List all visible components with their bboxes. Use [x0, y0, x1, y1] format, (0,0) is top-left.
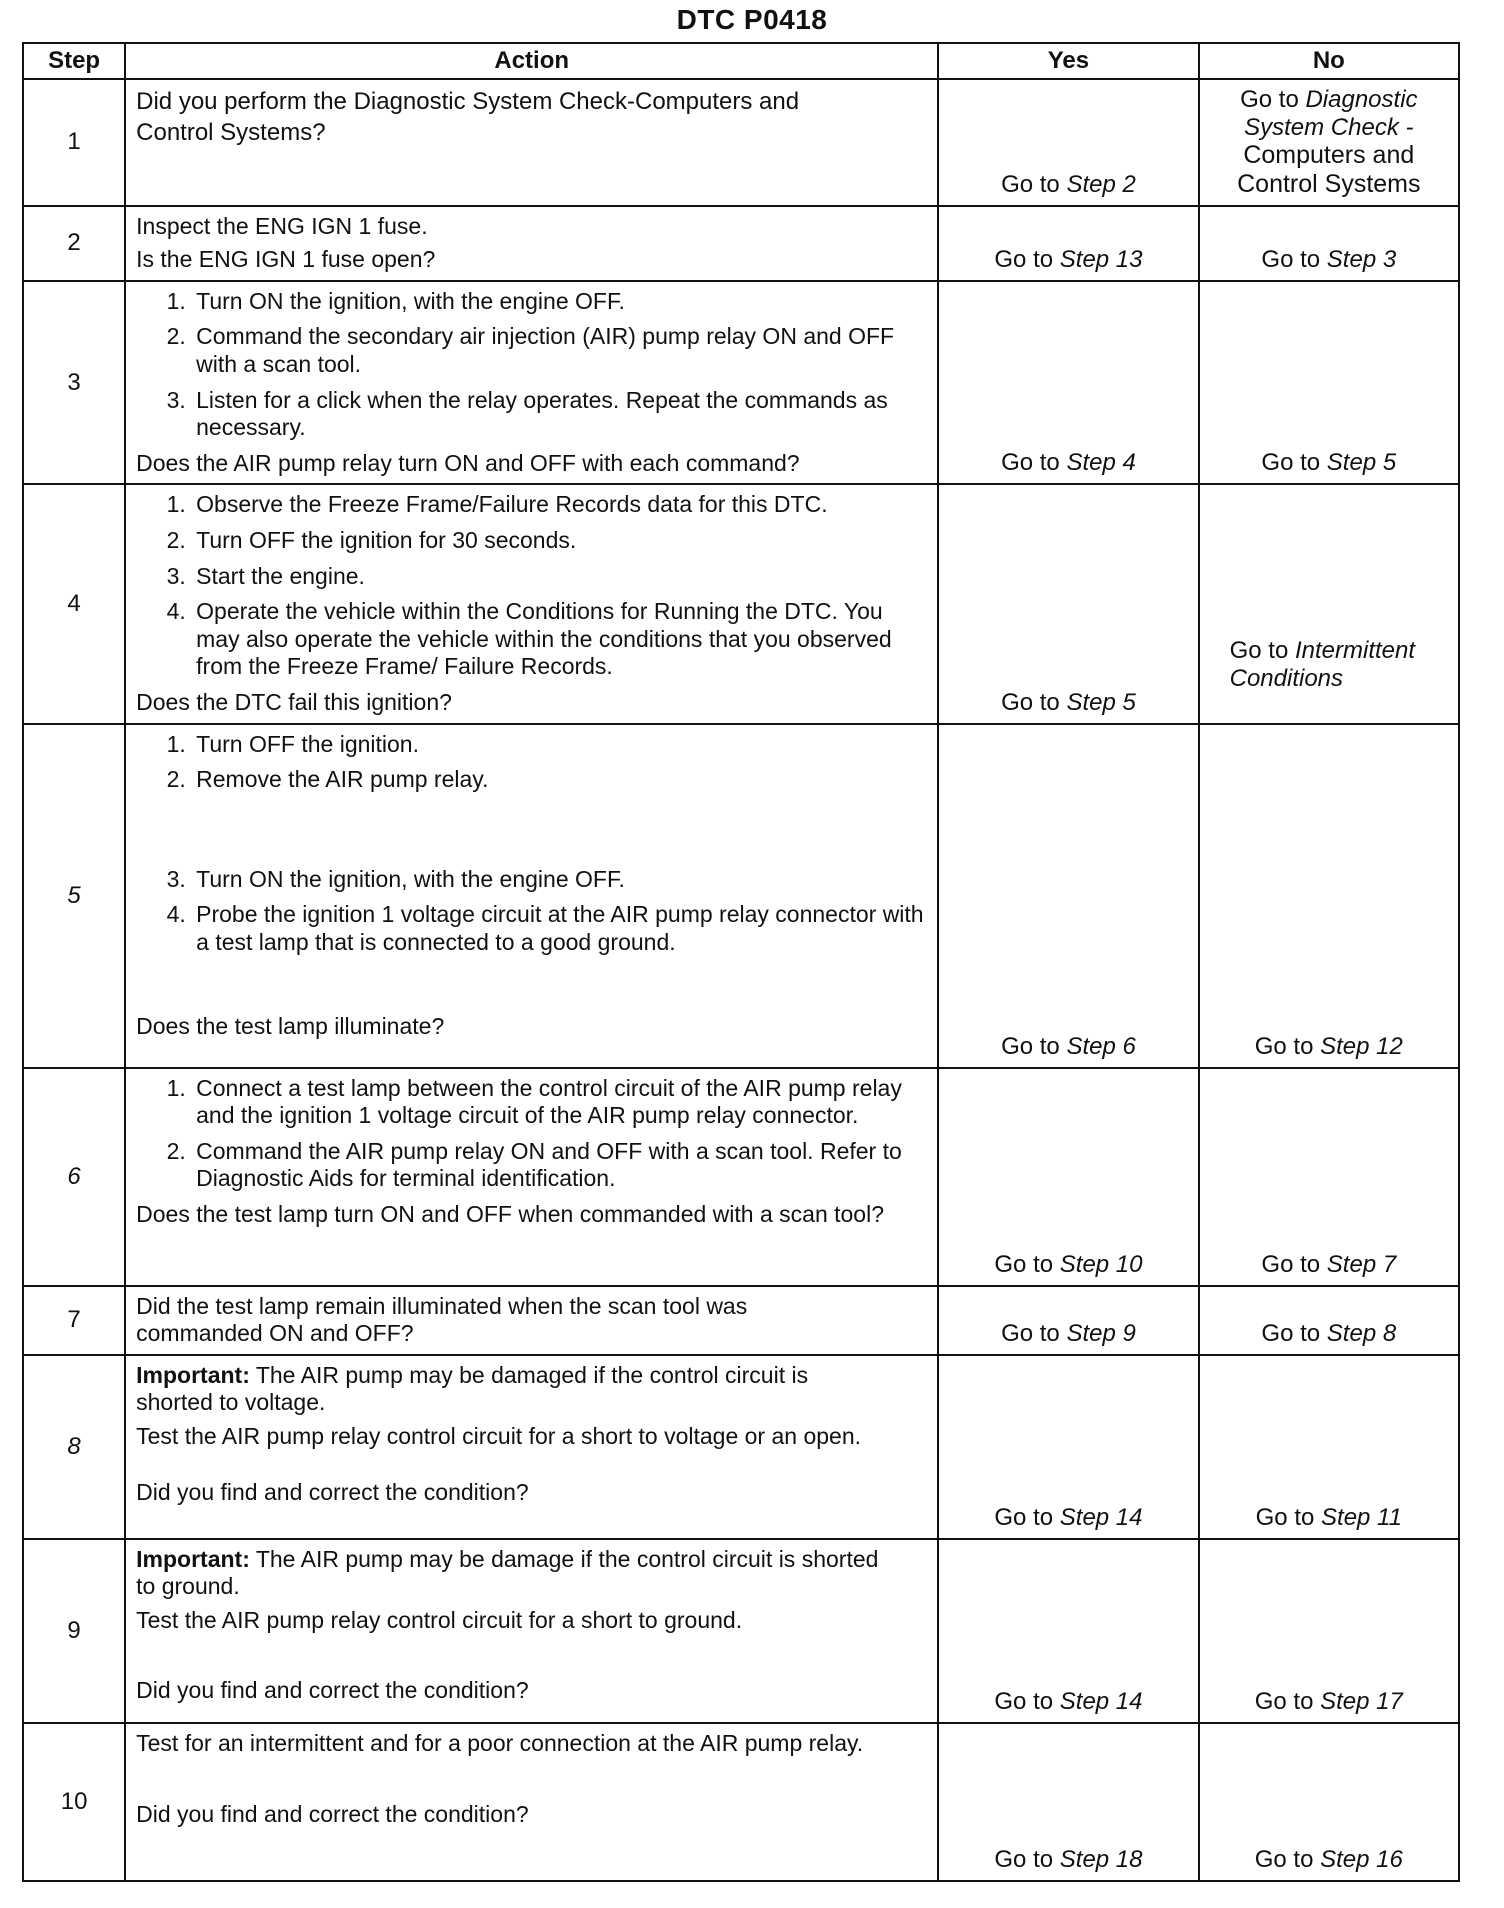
no-cell	[1199, 206, 1459, 281]
instruction-list	[136, 491, 929, 681]
step-number: 3	[23, 281, 125, 485]
yes-cell	[938, 79, 1198, 206]
no-cell	[1199, 1355, 1459, 1539]
table-row	[23, 79, 1459, 206]
important-note	[136, 1362, 929, 1417]
instruction-list	[136, 1075, 929, 1193]
table-row	[23, 724, 1459, 1068]
no-cell	[1199, 484, 1459, 723]
question-text: Does the DTC fail this ignition?	[136, 689, 452, 715]
action-cell	[125, 724, 938, 1068]
header-no: No	[1199, 43, 1459, 79]
no-prefix: Go to	[1240, 86, 1299, 113]
diagnostic-table	[22, 42, 1460, 1882]
action-cell	[125, 1723, 938, 1881]
important-note	[136, 1546, 929, 1601]
table-row	[23, 281, 1459, 485]
no-prefix: Go to	[1255, 1503, 1315, 1531]
no-prefix: Go to	[1229, 636, 1289, 664]
instruction-item: 2. Remove the AIR pump relay.	[192, 766, 929, 794]
no-step-link[interactable]: Step 5	[1326, 449, 1397, 477]
no-prefix: Go to	[1261, 1250, 1321, 1278]
important-label: Important:	[136, 1361, 250, 1388]
yes-cell	[938, 1723, 1198, 1881]
yes-step-link[interactable]: Step 2	[1066, 170, 1136, 198]
no-step-link[interactable]: Step 12	[1320, 1032, 1403, 1060]
table-row	[23, 1723, 1459, 1881]
yes-prefix: Go to	[1001, 1032, 1060, 1060]
step-number: 6	[23, 1068, 125, 1286]
important-text: The AIR pump may be damage if the control circuit is shorted to ground.	[136, 1545, 879, 1600]
question-text: Did the test lamp remain illuminated when the scan tool was commanded ON and OFF?	[136, 1292, 748, 1347]
no-prefix: Go to	[1261, 245, 1321, 273]
important-text: The AIR pump may be damaged if the control circuit is shorted to voltage.	[136, 1361, 809, 1416]
no-step-link[interactable]: Step 7	[1326, 1250, 1397, 1278]
table-row	[23, 206, 1459, 281]
action-cell	[125, 1068, 938, 1286]
no-step-link[interactable]: Step 11	[1321, 1503, 1402, 1531]
yes-step-link[interactable]: Step 4	[1066, 449, 1136, 477]
table-row	[23, 484, 1459, 723]
question-text: Does the AIR pump relay turn ON and OFF with each command?	[136, 449, 800, 476]
action-cell	[125, 1355, 938, 1539]
question-text: Does the test lamp turn ON and OFF when commanded with a scan tool?	[136, 1200, 884, 1227]
yes-step-link[interactable]: Step 9	[1066, 1319, 1136, 1347]
step-number: 5	[23, 724, 125, 1068]
yes-prefix: Go to	[1001, 449, 1060, 477]
instruction-item: 3. Start the engine.	[192, 563, 929, 591]
instruction-item: 4. Operate the vehicle within the Conditions for Running the DTC. You may also operate the vehicle within the conditions that you observed from the Freeze Frame/ Failure Records.	[192, 598, 929, 681]
table-header-row	[23, 43, 1459, 79]
no-cell	[1199, 724, 1459, 1068]
yes-step-link[interactable]: Step 6	[1066, 1032, 1136, 1060]
step-number: 4	[23, 484, 125, 723]
yes-cell	[938, 1539, 1198, 1723]
no-cell	[1199, 1723, 1459, 1881]
no-step-link[interactable]: Intermittent Conditions	[1229, 636, 1416, 692]
instruction-item: 2. Command the AIR pump relay ON and OFF with a scan tool. Refer to Diagnostic Aids for terminal identification.	[192, 1138, 929, 1193]
question-text: Did you find and correct the condition?	[136, 1801, 529, 1828]
yes-cell	[938, 1286, 1198, 1355]
no-step-link[interactable]: Step 8	[1326, 1319, 1397, 1347]
instruction-item: 1. Turn OFF the ignition.	[192, 731, 929, 759]
no-step-link[interactable]: Step 17	[1320, 1687, 1403, 1715]
question-text: Did you find and correct the condition?	[136, 1676, 529, 1703]
no-step-link[interactable]: Step 3	[1326, 245, 1397, 273]
yes-cell	[938, 1355, 1198, 1539]
instruction-item: 2. Command the secondary air injection (AIR) pump relay ON and OFF with a scan tool.	[192, 323, 929, 378]
instruction-item: 1. Turn ON the ignition, with the engine OFF.	[192, 288, 929, 316]
no-suffix: Computers and Control Systems	[1237, 141, 1421, 198]
no-prefix: Go to	[1254, 1687, 1314, 1715]
instruction-item: 1. Connect a test lamp between the control circuit of the AIR pump relay and the ignition 1 voltage circuit of the AIR pump relay connector.	[192, 1075, 929, 1130]
yes-prefix: Go to	[994, 1687, 1054, 1715]
header-step: Step	[23, 43, 125, 79]
action-text: Inspect the ENG IGN 1 fuse.	[136, 212, 428, 239]
yes-prefix: Go to	[1001, 170, 1060, 198]
action-text: Test for an intermittent and for a poor connection at the AIR pump relay.	[136, 1729, 864, 1756]
table-row	[23, 1539, 1459, 1723]
question-text: Is the ENG IGN 1 fuse open?	[136, 246, 436, 273]
action-cell	[125, 1539, 938, 1723]
yes-cell	[938, 281, 1198, 485]
yes-prefix: Go to	[994, 1503, 1054, 1531]
instruction-list	[136, 288, 929, 442]
table-row	[23, 1355, 1459, 1539]
yes-step-link[interactable]: Step 14	[1059, 1503, 1143, 1531]
step-number: 7	[23, 1286, 125, 1355]
step-number: 10	[23, 1723, 125, 1881]
action-cell	[125, 1286, 938, 1355]
no-prefix: Go to	[1254, 1032, 1314, 1060]
table-row	[23, 1068, 1459, 1286]
no-cell	[1199, 1286, 1459, 1355]
step-number: 8	[23, 1355, 125, 1539]
yes-step-link[interactable]: Step 14	[1059, 1687, 1143, 1715]
instruction-item: 3. Listen for a click when the relay operates. Repeat the commands as necessary.	[192, 387, 929, 442]
question-text: Did you find and correct the condition?	[136, 1478, 529, 1505]
header-action: Action	[125, 43, 938, 79]
header-yes: Yes	[938, 43, 1198, 79]
yes-prefix: Go to	[994, 1845, 1054, 1873]
action-cell	[125, 79, 938, 206]
yes-cell	[938, 206, 1198, 281]
instruction-item: 4. Probe the ignition 1 voltage circuit at the AIR pump relay connector with a test lamp that is connected to a good ground.	[192, 901, 929, 956]
no-cell	[1199, 79, 1459, 206]
no-prefix: Go to	[1261, 449, 1321, 477]
no-cell	[1199, 1068, 1459, 1286]
no-step-link[interactable]: Step 16	[1320, 1845, 1403, 1873]
instruction-item: 2. Turn OFF the ignition for 30 seconds.	[192, 527, 929, 555]
question-text: Did you perform the Diagnostic System Check-Computers and Control Systems?	[136, 88, 800, 147]
yes-prefix: Go to	[1001, 688, 1060, 716]
yes-cell	[938, 724, 1198, 1068]
yes-cell	[938, 1068, 1198, 1286]
important-label: Important:	[136, 1545, 250, 1572]
no-prefix: Go to	[1254, 1845, 1314, 1873]
yes-cell	[938, 484, 1198, 723]
yes-step-link[interactable]: Step 13	[1059, 245, 1143, 273]
action-cell	[125, 206, 938, 281]
yes-prefix: Go to	[1001, 1319, 1060, 1347]
question-text: Does the test lamp illuminate?	[136, 1012, 445, 1039]
page-title: DTC P0418	[676, 4, 828, 35]
instruction-list	[136, 731, 929, 794]
no-cell	[1199, 1539, 1459, 1723]
yes-step-link[interactable]: Step 10	[1059, 1250, 1143, 1278]
yes-prefix: Go to	[994, 1250, 1054, 1278]
no-cell	[1199, 281, 1459, 485]
action-text: Test the AIR pump relay control circuit for a short to voltage or an open.	[136, 1422, 862, 1449]
action-cell	[125, 484, 938, 723]
action-cell	[125, 281, 938, 485]
table-row	[23, 1286, 1459, 1355]
step-number: 9	[23, 1539, 125, 1723]
instruction-list	[136, 866, 929, 957]
action-text: Test the AIR pump relay control circuit for a short to ground.	[136, 1606, 743, 1633]
yes-step-link[interactable]: Step 5	[1066, 688, 1136, 716]
instruction-item: 3. Turn ON the ignition, with the engine OFF.	[192, 866, 929, 894]
step-number: 1	[23, 79, 125, 206]
no-prefix: Go to	[1261, 1319, 1321, 1347]
yes-prefix: Go to	[994, 245, 1054, 273]
yes-step-link[interactable]: Step 18	[1059, 1845, 1143, 1873]
no-step-link[interactable]: Diagnostic System Check -	[1244, 86, 1418, 141]
instruction-item: 1. Observe the Freeze Frame/Failure Records data for this DTC.	[192, 491, 929, 519]
step-number: 2	[23, 206, 125, 281]
